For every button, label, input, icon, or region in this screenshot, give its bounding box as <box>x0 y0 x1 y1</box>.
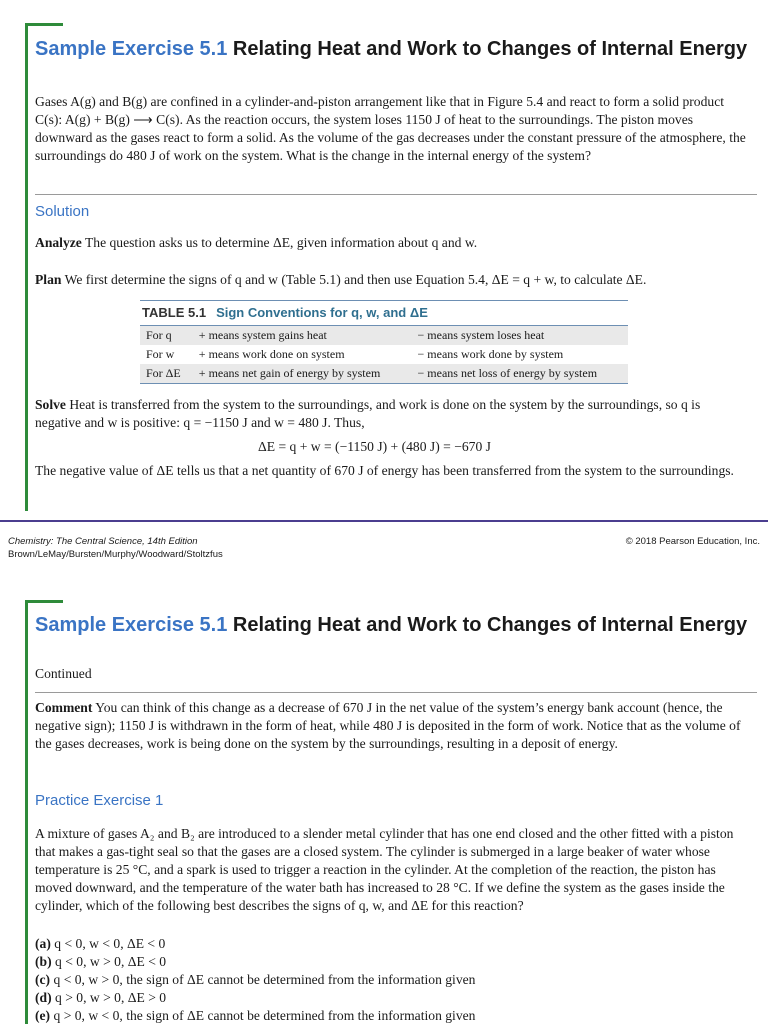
footer-authors: Brown/LeMay/Bursten/Murphy/Woodward/Stoltzfus <box>8 549 223 560</box>
answer-option[interactable] <box>35 971 747 989</box>
answer-options <box>35 935 747 1025</box>
table-cell: − means work done by system <box>417 347 564 361</box>
analyze-text: The question asks us to determine ΔE, given information about q and w. <box>81 235 478 250</box>
table-label: TABLE 5.1 <box>142 305 207 320</box>
slide-divider <box>0 520 768 522</box>
table-row <box>140 326 628 345</box>
option-label: (b) <box>35 954 52 969</box>
option-label: (c) <box>35 972 51 987</box>
accent-bar-top <box>25 600 63 603</box>
answer-option[interactable] <box>35 935 747 953</box>
slide-2 <box>0 596 768 1024</box>
option-label: (a) <box>35 936 51 951</box>
table-cell: + means system gains heat <box>193 326 412 345</box>
plan-label: Plan <box>35 272 62 287</box>
problem-statement: Gases A(g) and B(g) are confined in a cylinder-and-piston arrangement like that in Figure 5.4 and react to form a solid product C(s): A(g) + B(g) ⟶ C(s). As the reaction occurs, the system loses 1150 J of heat to the surroundings. The piston moves downward as the gases react to form a solid. As the volume of the gas decreases under the constant pressure of the atmosphere, the surroundings do 480 J of work on the system. What is the change in the internal energy of the system? <box>35 94 746 163</box>
slide-title <box>35 612 768 638</box>
accent-bar <box>25 23 28 511</box>
plan-paragraph <box>35 271 747 289</box>
table-cell: For ΔE <box>140 364 193 384</box>
exercise-title: Relating Heat and Work to Changes of Internal Energy <box>227 38 748 60</box>
table-cell: − means net loss of energy by system <box>412 364 628 384</box>
solve-paragraph <box>35 396 747 432</box>
practice-question: A mixture of gases A₂ and B₂ are introduced to a slender metal cylinder that has one end closed and the other fitted with a piston that makes a gas-tight seal so that the gases are a closed system. The cylinder is submerged in a large beaker of water whose temperature is 25 °C, and a spark is used to trigger a reaction in the cylinder. At the completion of the reaction, the piston has moved downward, and the temperature of the water bath has increased to 28 °C. If we define the system as the gases inside the cylinder, which of the following best describes the signs of q, w, and ΔE for this reaction? <box>35 826 734 913</box>
exercise-title: Relating Heat and Work to Changes of Internal Energy <box>227 614 748 636</box>
practice-heading: Practice Exercise 1 <box>35 792 164 809</box>
conclusion-paragraph: The negative value of ΔE tells us that a net quantity of 670 J of energy has been transferred from the system to the surroundings. <box>35 463 734 478</box>
solve-text: Heat is transferred from the system to the surroundings, and work is done on the system by the surroundings, so q is negative and w is positive: q = −1150 J and w = 480 J. Thus, <box>35 397 701 430</box>
slide-title <box>35 36 768 62</box>
table-cell: − means system loses heat <box>412 326 628 345</box>
option-label: (e) <box>35 1008 51 1023</box>
equation: ΔE = q + w = (−1150 J) + (480 J) = −670 J <box>258 439 491 454</box>
table-title: Sign Conventions for q, w, and ΔE <box>216 305 428 320</box>
footer-citation <box>8 535 223 561</box>
analyze-label: Analyze <box>35 235 82 250</box>
option-label: (d) <box>35 990 52 1005</box>
option-text: q < 0, w > 0, ΔE < 0 <box>51 954 167 969</box>
table-row <box>140 345 628 364</box>
comment-label: Comment <box>35 700 93 715</box>
comment-text: You can think of this change as a decrease of 670 J in the net value of the system’s energy bank account (hence, the negative sign); 1150 J is withdrawn in the form of heat, while 480 J is deposited in the form of work. Notice that as the volume of the gases decreases, work is being done on the system by the surroundings, resulting in a deposit of energy. <box>35 700 741 751</box>
plan-text: We first determine the signs of q and w (Table 5.1) and then use Equation 5.4, ΔE = q + w, to calculate ΔE. <box>61 272 647 287</box>
accent-bar <box>25 600 28 1024</box>
solve-label: Solve <box>35 397 66 412</box>
option-text: q > 0, w > 0, ΔE > 0 <box>51 990 167 1005</box>
answer-option[interactable] <box>35 1007 747 1025</box>
option-text: q > 0, w < 0, the sign of ΔE cannot be determined from the information given <box>50 1008 476 1023</box>
option-text: q < 0, w > 0, the sign of ΔE cannot be determined from the information given <box>50 972 476 987</box>
table-cell: + means work done on system <box>198 347 345 361</box>
exercise-number: Sample Exercise 5.1 <box>35 614 228 636</box>
table-caption <box>140 300 628 326</box>
table-row <box>140 364 628 384</box>
answer-option[interactable] <box>35 953 747 971</box>
sign-conventions-table <box>140 300 628 384</box>
solution-heading: Solution <box>35 203 90 220</box>
option-text: q < 0, w < 0, ΔE < 0 <box>50 936 166 951</box>
accent-bar-top <box>25 23 63 26</box>
table-cell: For w <box>146 347 175 361</box>
analyze-paragraph <box>35 234 747 252</box>
table-cell: For q <box>140 326 193 345</box>
exercise-number: Sample Exercise 5.1 <box>35 38 228 60</box>
divider-line <box>35 692 757 693</box>
answer-option[interactable] <box>35 989 747 1007</box>
table-cell: + means net gain of energy by system <box>193 364 412 384</box>
continued-label: Continued <box>35 666 92 681</box>
footer-book-line: Chemistry: The Central Science, 14th Edition <box>8 536 198 547</box>
divider-line <box>35 194 757 195</box>
footer-copyright: © 2018 Pearson Education, Inc. <box>625 536 760 547</box>
comment-paragraph <box>35 699 747 753</box>
